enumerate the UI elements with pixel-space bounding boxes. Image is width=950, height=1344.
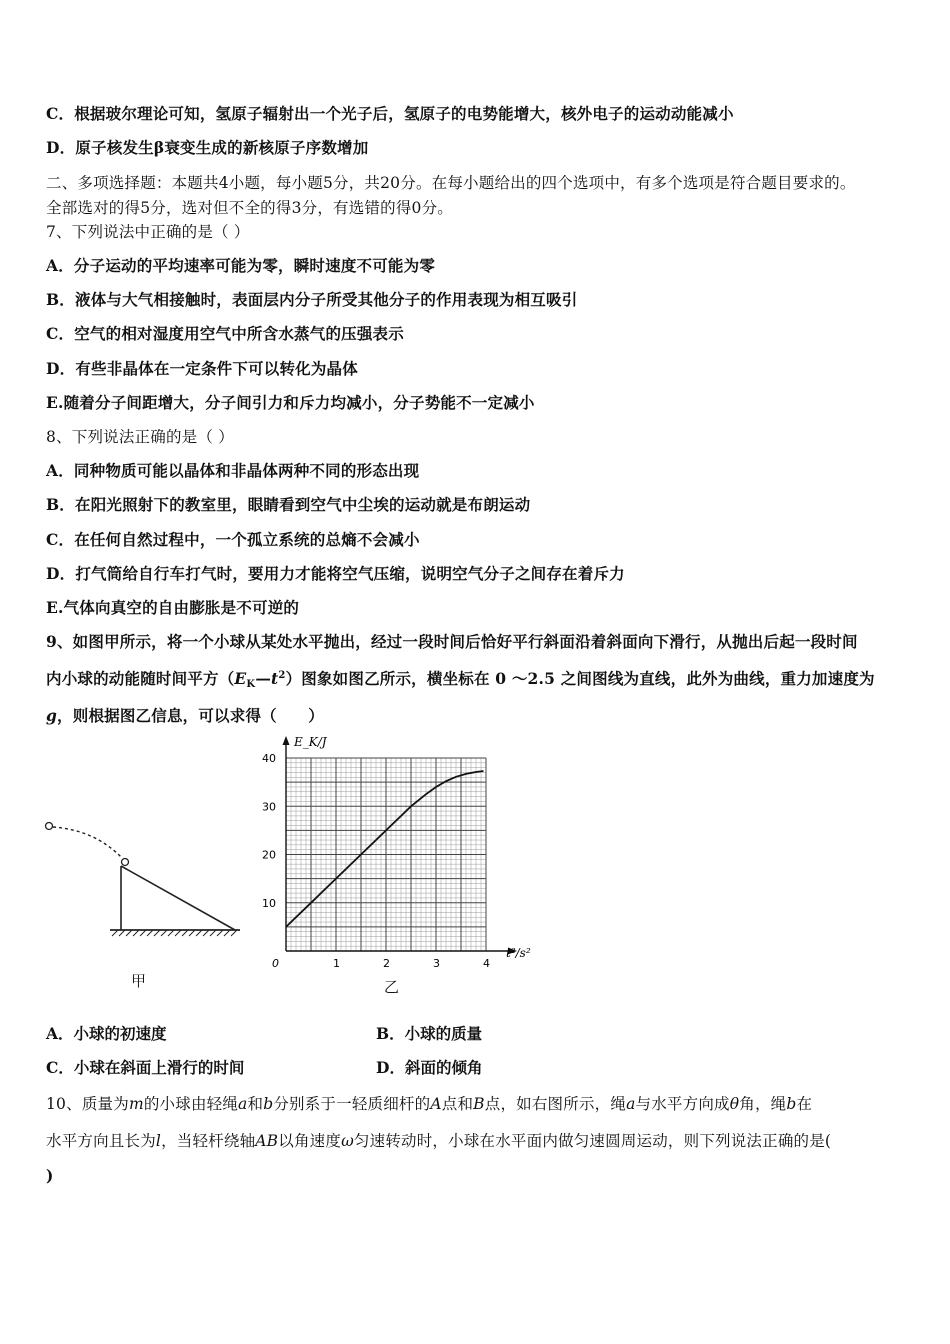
q10-stem-line3: ) [46, 1166, 54, 1185]
q9-t-power: 2 [278, 670, 286, 681]
q9-dash: — [255, 669, 272, 688]
y-tick-label: 30 [262, 800, 276, 814]
x-axis-label: t²/s² [506, 946, 531, 960]
q10-rope-a: a [238, 1095, 248, 1113]
q10-theta: θ [729, 1095, 740, 1113]
q7-stem: 7、下列说法中正确的是（ ） [46, 223, 250, 241]
q10-stem-line2 [46, 1129, 831, 1151]
x-tick-label: 1 [333, 957, 340, 970]
trajectory-path [53, 827, 122, 858]
q8-option-d: D．打气筒给自行车打气时，要用力才能将空气压缩，说明空气分子之间存在着斥力 [46, 564, 625, 583]
q9-ek-symbol: E [234, 669, 247, 688]
ground-hatch [112, 930, 237, 936]
q10-text: ，当轻杆绕轴 [161, 1132, 256, 1150]
figure-yi-chart [255, 730, 545, 970]
figure-jia-incline [40, 812, 240, 942]
y-axis-label: E_K/J [294, 735, 327, 749]
q7-option-b: B．液体与大气相接触时，表面层内分子所受其他分子的作用表现为相互吸引 [46, 290, 578, 309]
q10-stem-line1 [46, 1092, 812, 1114]
q9-option-c: C．小球在斜面上滑行的时间 [46, 1058, 245, 1077]
x-tick-label: 2 [383, 957, 390, 970]
q9-stem-line1: 9、如图甲所示，将一个小球从某处水平抛出，经过一段时间后恰好平行斜面沿着斜面向下滑行，从抛出后起一段时间 [46, 632, 858, 651]
q10-text: 10、质量为 [46, 1095, 129, 1113]
q9-stem-line3 [46, 704, 324, 726]
q9-text: 内小球的动能随时间平方（ [46, 669, 235, 688]
y-tick-label: 20 [262, 848, 276, 862]
ball-end-icon [122, 859, 129, 866]
y-tick-label: 10 [262, 896, 276, 910]
section-scoring: 全部选对的得5分，选对但不全的得3分，有选错的得0分。 [46, 199, 453, 217]
q7-option-a: A．分子运动的平均速率可能为零，瞬时速度不可能为零 [46, 256, 436, 275]
q10-text: 的小球由轻绳 [143, 1095, 239, 1113]
y-tick-label: 40 [262, 752, 276, 765]
q10-text: 点和 [441, 1095, 474, 1113]
incline-line [121, 866, 235, 930]
ek-t2-series-line [286, 771, 484, 927]
x-tick-label: 0 [272, 957, 279, 970]
q10-l: l [155, 1132, 162, 1150]
q10-rope-b: b [786, 1095, 797, 1113]
figure-jia-caption: 甲 [131, 972, 147, 990]
q8-option-b: B．在阳光照射下的教室里，眼睛看到空气中尘埃的运动就是布朗运动 [46, 495, 531, 514]
option-d-beta-decay: D．原子核发生β衰变生成的新核原子序数增加 [46, 138, 369, 157]
q9-stem-line2 [46, 667, 875, 690]
q10-point-b: B [473, 1095, 485, 1113]
q9-g-symbol: g [46, 706, 58, 725]
q8-option-a: A．同种物质可能以晶体和非晶体两种不同的形态出现 [46, 461, 420, 480]
q9-ek-subscript: K [246, 679, 256, 690]
q7-option-e: E.随着分子间距增大，分子间引力和斥力均减小，分子势能不一定减小 [46, 393, 535, 412]
q10-axis-ab: AB [255, 1132, 279, 1150]
x-tick-label: 4 [483, 957, 490, 970]
q10-text: 点，如右图所示，绳 [484, 1095, 627, 1113]
x-tick-label: 3 [433, 957, 440, 970]
q10-text: 在 [796, 1095, 813, 1113]
q9-t-symbol: t [271, 669, 279, 688]
q8-option-e: E.气体向真空的自由膨胀是不可逆的 [46, 598, 300, 617]
q10-omega: ω [341, 1132, 354, 1150]
q10-text: 水平方向且长为 [46, 1132, 156, 1150]
q10-rope-a: a [626, 1095, 636, 1113]
q7-option-c: C．空气的相对湿度用空气中所含水蒸气的压强表示 [46, 324, 404, 343]
q10-m: m [128, 1095, 144, 1113]
q10-point-a: A [430, 1095, 442, 1113]
q10-text: 和 [247, 1095, 264, 1113]
q10-text: 与水平方向成 [635, 1095, 730, 1113]
y-axis-arrow-icon [283, 736, 290, 745]
option-c-bohr: C．根据玻尔理论可知，氢原子辐射出一个光子后，氢原子的电势能增大，核外电子的运动动能减小 [46, 104, 734, 123]
q10-text: 匀速转动时，小球在水平面内做匀速圆周运动，则下列说法正确的是( [353, 1132, 832, 1150]
q9-option-d: D．斜面的倾角 [376, 1058, 483, 1077]
q10-text: 以角速度 [278, 1132, 342, 1150]
q9-option-a: A．小球的初速度 [46, 1024, 167, 1043]
q7-option-d: D．有些非晶体在一定条件下可以转化为晶体 [46, 359, 358, 378]
q9-option-b: B．小球的质量 [376, 1024, 483, 1043]
figure-yi-caption: 乙 [384, 978, 400, 996]
q10-text: 角，绳 [739, 1095, 787, 1113]
q10-rope-b: b [263, 1095, 274, 1113]
section-heading: 二、多项选择题：本题共4小题，每小题5分，共20分。在每小题给出的四个选项中，有多个选项是符合题目要求的。 [46, 174, 856, 192]
q9-text-rest: ）图象如图乙所示，横坐标在 0 ～2.5 之间图线为直线，此外为曲线，重力加速度为 [285, 669, 875, 688]
q10-text: 分别系于一轻质细杆的 [273, 1095, 431, 1113]
q8-stem: 8、下列说法正确的是（ ） [46, 428, 234, 446]
q8-option-c: C．在任何自然过程中，一个孤立系统的总熵不会减小 [46, 530, 420, 549]
ball-start-icon [46, 823, 53, 830]
q9-question: ，则根据图乙信息，可以求得（ ） [57, 706, 324, 725]
